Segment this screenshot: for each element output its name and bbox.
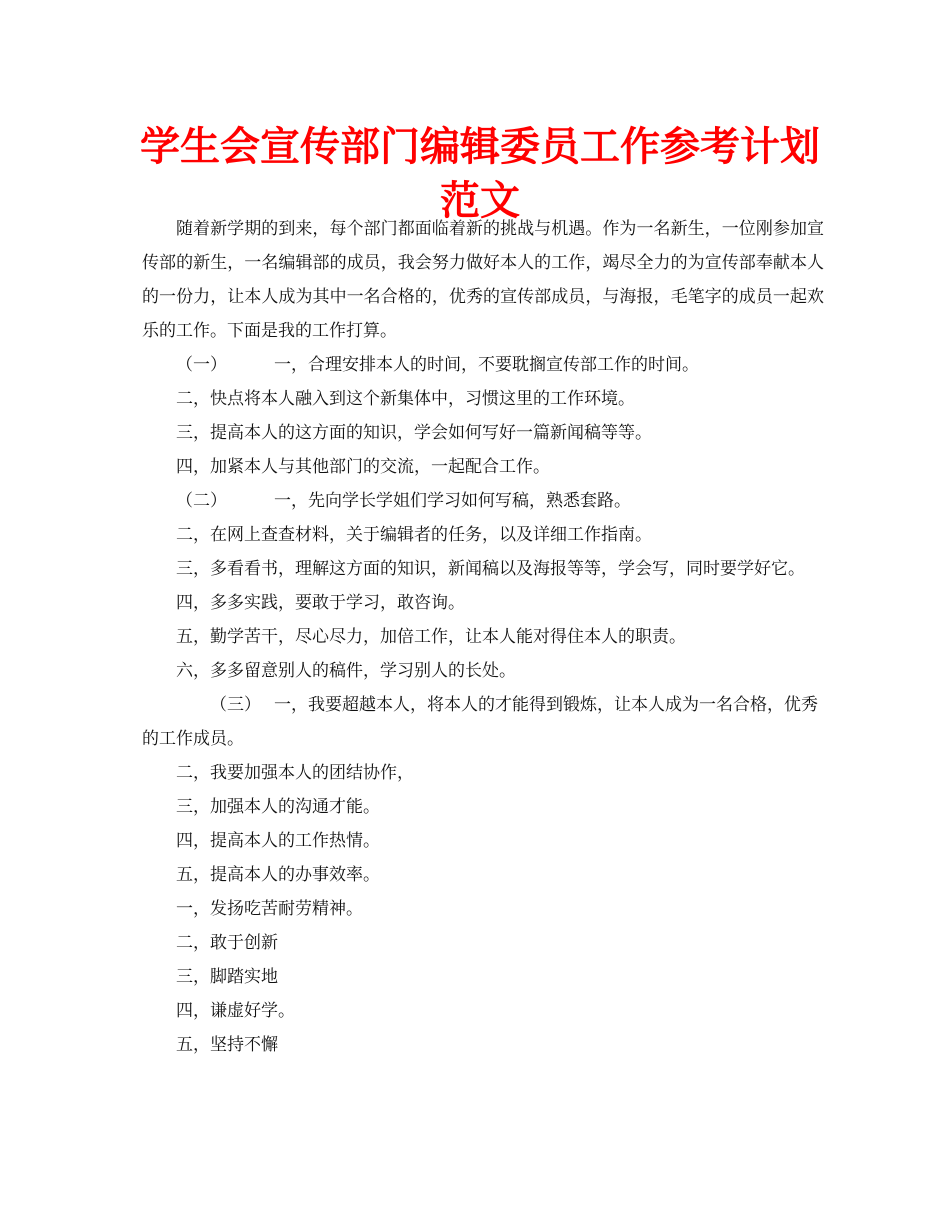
section-1-item-4: 四，加紧本人与其他部门的交流，一起配合工作。 [176,457,550,477]
section-1-label: （一） [176,355,227,375]
intro-paragraph: 随着新学期的到来，每个部门都面临着新的挑战与机遇。作为一名新生，一位刚参加宣传部的新生，一名编辑部的成员，我会努力做好本人的工作，竭尽全力的为宣传部奉献本人的一份力，让本人成为其中一名合格的，优秀的宣传部成员，与海报，毛笔字的成员一起欢乐的工作。下面是我的工作打算。 [142,219,824,341]
section-3-item-4: 四，提高本人的工作热情。 [176,831,380,851]
section-2-item-5: 五，勤学苦干，尽心尽力，加倍工作，让本人能对得住本人的职责。 [176,627,686,647]
section-1-item-3: 三，提高本人的这方面的知识，学会如何写好一篇新闻稿等等。 [176,423,652,443]
section-3-item-1 [142,688,824,756]
section-2-item-4: 四，多多实践，要敢于学习，敢咨询。 [176,593,465,613]
section-3-item-2: 二，我要加强本人的团结协作， [176,763,414,783]
closing-item-5: 五，坚持不懈 [176,1035,278,1055]
list-item-text: 一，我要超越本人，将本人的才能得到锻炼，让本人成为一名合格，优秀的工作成员。 [142,695,818,749]
section-3-label: （三） [210,695,261,715]
section-3-item-3: 三，加强本人的沟通才能。 [176,797,380,817]
list-item-text: 一，合理安排本人的时间，不要耽搁宣传部工作的时间。 [274,355,699,375]
closing-item-1: 一，发扬吃苦耐劳精神。 [176,899,363,919]
document-title: 学生会宣传部门编辑委员工作参考计划范文 [140,124,820,224]
section-2-label: （二） [176,491,227,511]
section-2-item-1 [142,484,824,518]
list-item-text: 一，先向学长学姐们学习如何写稿，熟悉套路。 [274,491,631,511]
section-1-item-2: 二，快点将本人融入到这个新集体中，习惯这里的工作环境。 [176,389,635,409]
document-body [142,212,824,1062]
section-1-item-1 [142,348,824,382]
section-2-item-3: 三，多看看书，理解这方面的知识，新闻稿以及海报等等，学会写，同时要学好它。 [176,559,805,579]
closing-item-4: 四，谦虚好学。 [176,1001,295,1021]
section-3-item-5: 五，提高本人的办事效率。 [176,865,380,885]
closing-item-2: 二，敢于创新 [176,933,278,953]
section-2-item-2: 二，在网上查查材料，关于编辑者的任务，以及详细工作指南。 [176,525,652,545]
section-2-item-6: 六，多多留意别人的稿件，学习别人的长处。 [176,661,516,681]
closing-item-3: 三，脚踏实地 [176,967,278,987]
